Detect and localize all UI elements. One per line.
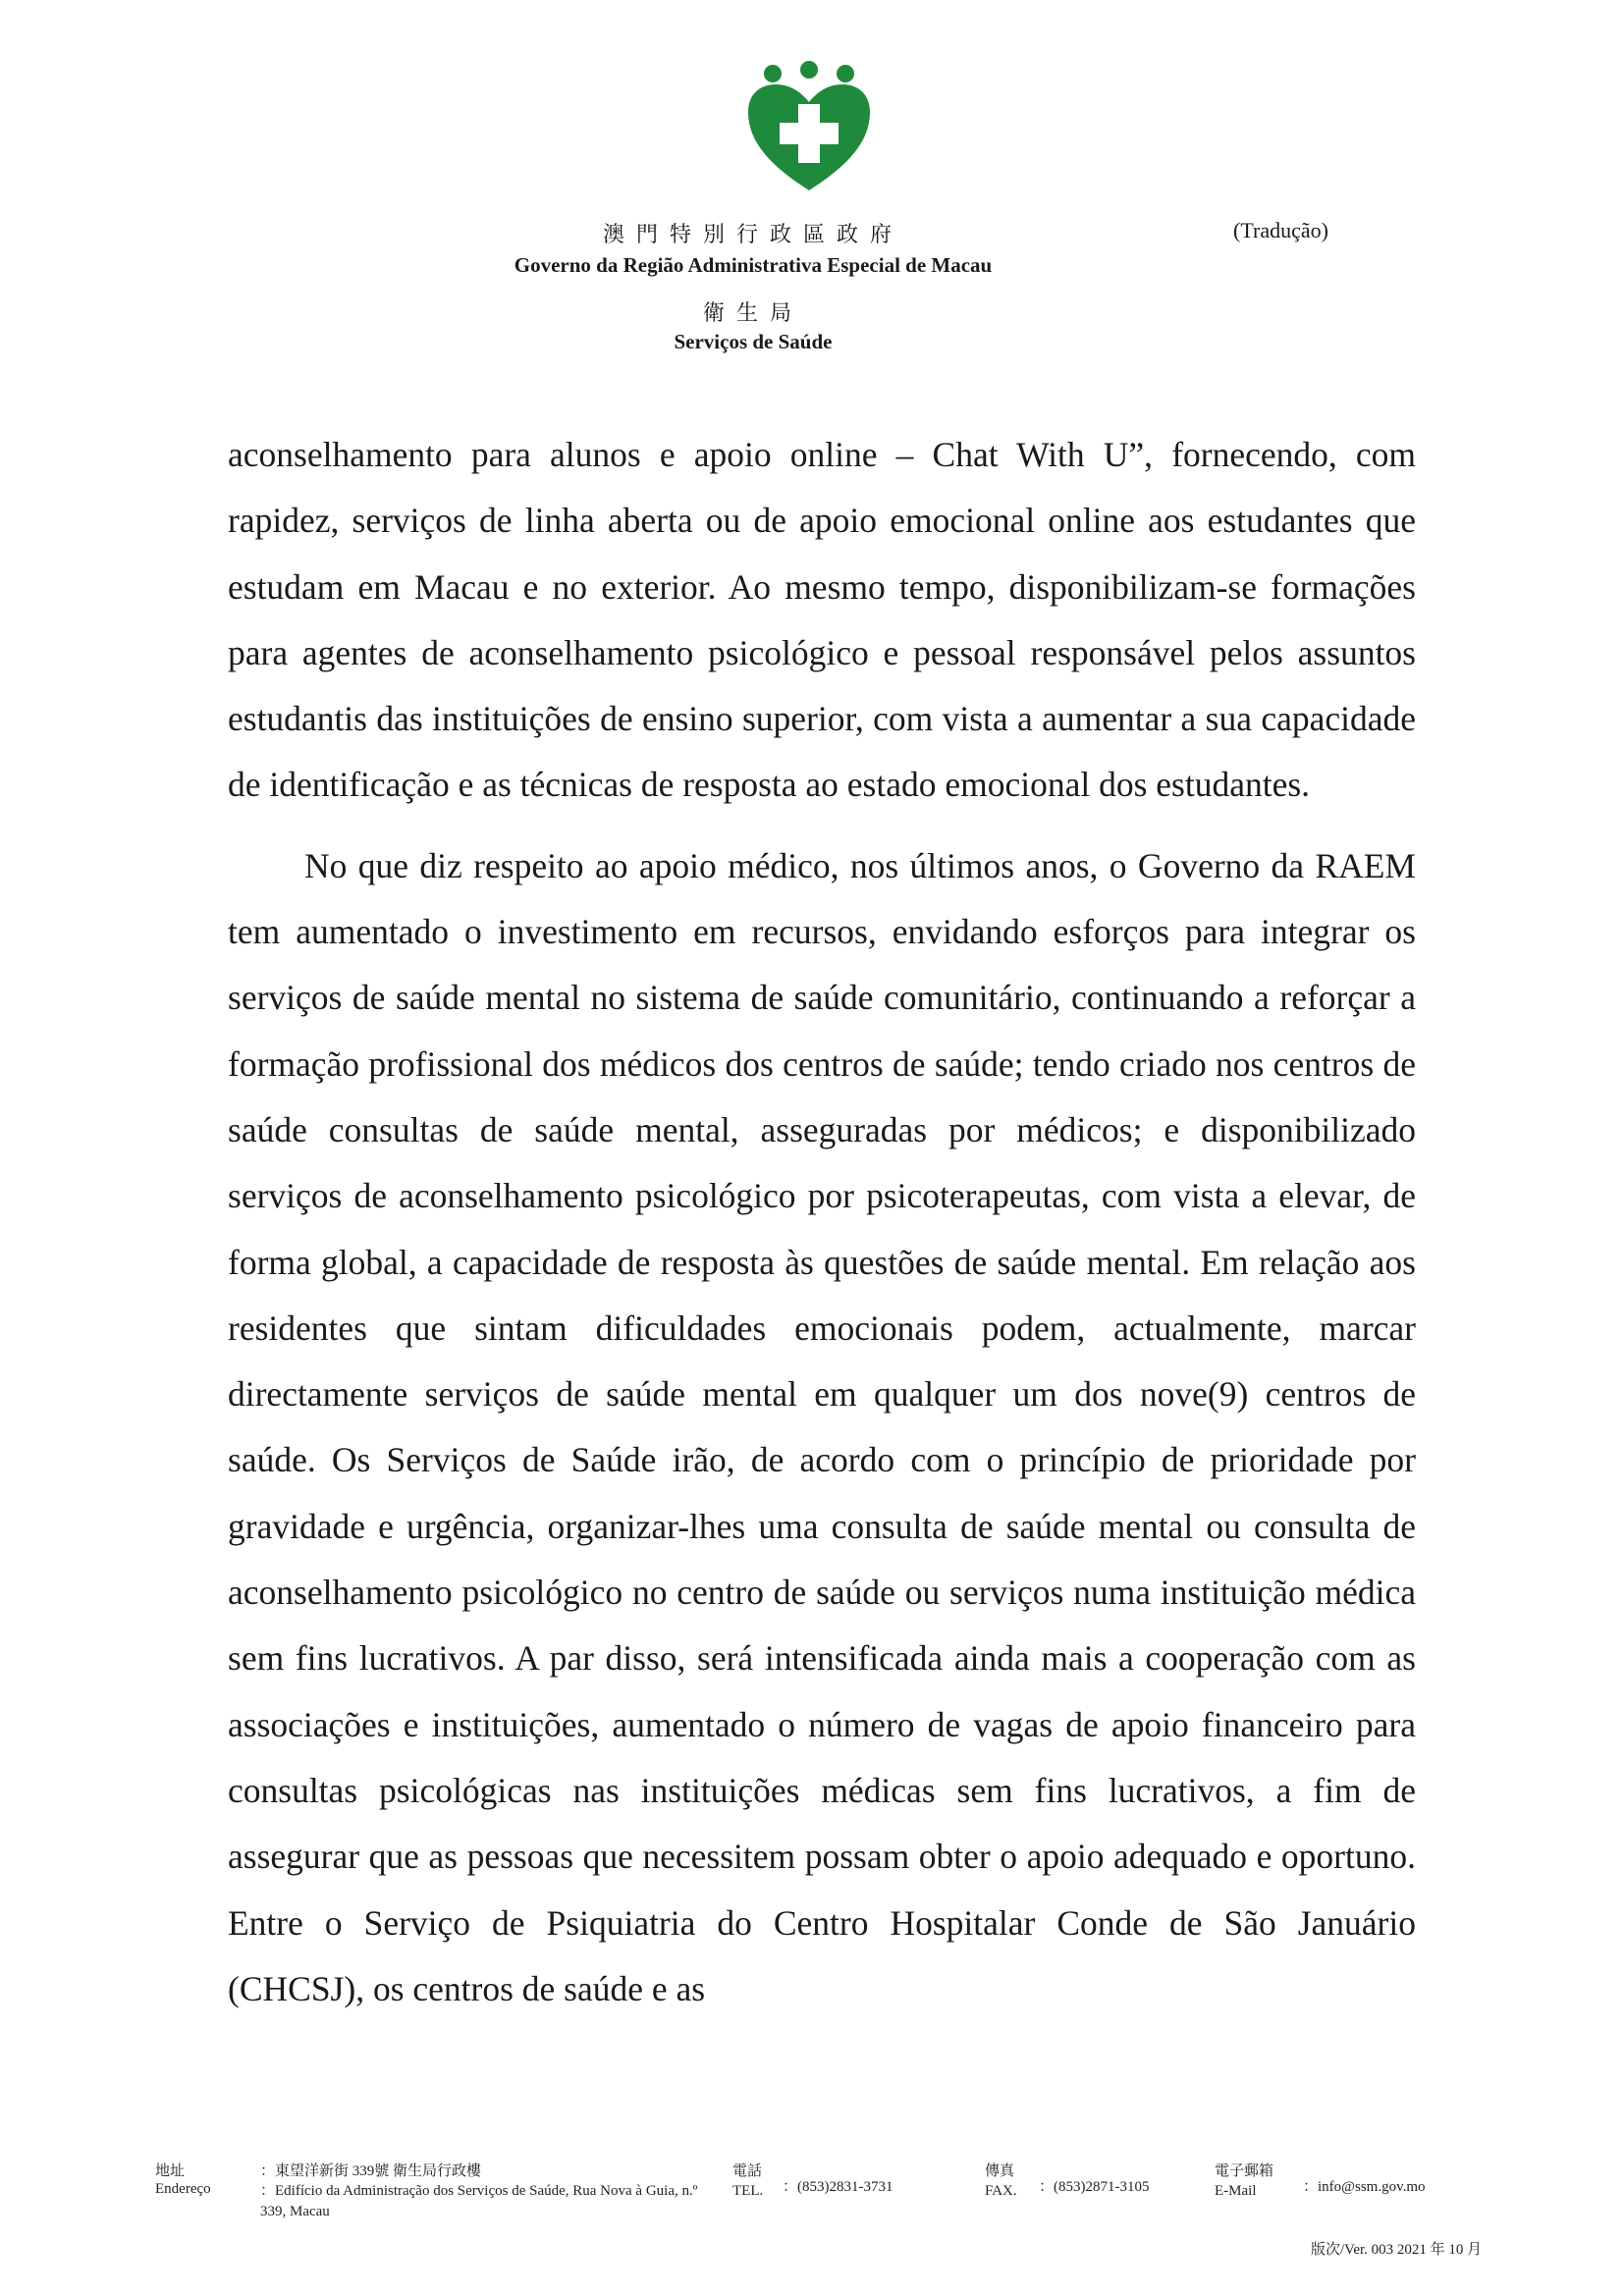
email-label: E-Mail	[1215, 2183, 1257, 2199]
paragraph-1: aconselhamento para alunos e apoio online – Chat With U”, fornecendo, com rapidez, serviços de linha aberta ou de apoio emocional online aos estudantes que estudam em Macau e no exterior. Ao mesmo tempo, disponibilizam-se formações para agentes de aconselhamento psicológico e pessoal responsável pelos assuntos estudantis das instituições de ensino superior, com vista a aumentar a sua capacidade de identificação e as técnicas de resposta ao estado emocional dos estudantes.	[228, 435, 1416, 805]
email-address: ：info@ssm.gov.mo	[1303, 2179, 1426, 2195]
fax-label: FAX.	[985, 2183, 1017, 2199]
document-body	[228, 422, 1416, 2022]
health-services-logo	[746, 61, 872, 192]
address-chinese: ：東望洋新街 339號 衛生局行政樓	[260, 2163, 482, 2179]
translation-note: (Tradução)	[1233, 218, 1328, 242]
address-portuguese: ：Edifício da Administração dos Serviços de Saúde, Rua Nova à Guia, n.º 339, Macau	[260, 2183, 698, 2219]
department-name-chinese: 衛生局	[702, 300, 803, 325]
address-label-portuguese: Endereço	[155, 2181, 211, 2197]
tel-label-chinese: 電話	[732, 2163, 763, 2179]
paragraph-2: No que diz respeito ao apoio médico, nos últimos anos, o Governo da RAEM tem aumentado o investimento em recursos, envidando esforços para integrar os serviços de saúde mental no sistema de saúde comunitário, continuando a reforçar a formação profissional dos médicos dos centros de saúde; tendo criado nos centros de saúde consultas de saúde mental, asseguradas por médicos; e disponibilizado serviços de aconselhamento psicológico por psicoterapeutas, com vista a elevar, de forma global, a capacidade de resposta às questões de saúde mental. Em relação aos residentes que sintam dificuldades emocionais podem, actualmente, marcar directamente serviços de saúde mental em qualquer um dos nove(9) centros de saúde. Os Serviços de Saúde irão, de acordo com o princípio de prioridade por gravidade e urgência, organizar-lhes uma consulta de saúde mental ou consulta de aconselhamento psicológico no centro de saúde ou serviços numa instituição médica sem fins lucrativos. A par disso, será intensificada ainda mais a cooperação com as associações e instituições, aumentado o número de vagas de apoio financeiro para consultas psicológicas nas instituições médicas sem fins lucrativos, a fim de assegurar que as pessoas que necessitem possam obter o apoio adequado e oportuno. Entre o Serviço de Psiquiatria do Centro Hospitalar Conde de São Januário (CHCSJ), os centros de saúde e as	[228, 845, 1416, 2008]
fax-label-chinese: 傳真	[985, 2163, 1015, 2179]
page-footer	[0, 2160, 1624, 2287]
tel-label: TEL.	[732, 2183, 764, 2199]
fax-number: ：(853)2871-3105	[1039, 2179, 1150, 2195]
department-name-portuguese: Serviços de Saúde	[674, 330, 833, 353]
address-label-chinese: 地址	[155, 2163, 186, 2179]
document-version: 版次/Ver. 003 2021 年 10 月	[1311, 2242, 1483, 2258]
government-name-portuguese: Governo da Região Administrativa Especial de Macau	[514, 253, 993, 277]
email-label-chinese: 電子郵箱	[1215, 2163, 1274, 2179]
government-name-chinese: 澳門特別行政區政府	[602, 222, 903, 246]
tel-number: ：(853)2831-3731	[783, 2179, 893, 2195]
